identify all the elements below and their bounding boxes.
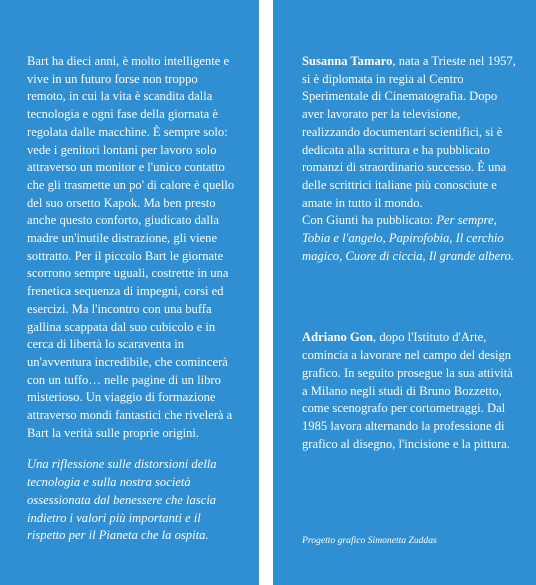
bibliography <box>302 212 516 265</box>
tagline: Una riflessione sulle distorsioni della tecnologia e sulla nostra società ossessionata dal benessere che lascia indietro i valori più importanti e il rispetto per il Pianeta che la ospita. <box>27 457 217 543</box>
author-bio: , nata a Trieste nel 1957, si è diplomata in regia al Centro Sperimentale di Cinematografia. Dopo aver lavorato per la televisione, realizzando documentari scientifici, si è dedicata alla scrittura e ha pubblicato romanzi di straordinario successo. È una delle scrittrici italiane più conosciute e amate in tutto il mondo. <box>302 54 516 210</box>
synopsis: Bart ha dieci anni, è molto intelligente e vive in un futuro forse non troppo remoto, in cui la vita è scandita dalla tecnologia e ogni fase della giornata è regolata dalle macchine. È sempre solo: vede i genitori lontani per lavoro solo attraverso un monitor e l'unico contatto che gli trasmette un po' di calore è quello del suo orsetto Kapok. Ma ben presto anche questo conforto, giudicato dalla madre un'inutile distrazione, gli viene sottratto. Per il piccolo Bart le giornate scorrono sempre uguali, costrette in una frenetica sequenza di impegni, corsi ed esercizi. Ma l'incontro con una buffa gallina scappata dal suo cubicolo e in cerca di libertà lo scaraventa in un'avventura incredibile, che comincerà con un tuffo… nelle pagine di un libro misterioso. Un viaggio di formazione attraverso mondi fantastici che rivelerà a Bart la verità sulle proprie origini. <box>27 54 235 440</box>
bibliography-titles: Per sempre, Tobia e l'angelo, Papirofobia, Il cerchio magico, Cuore di ciccia, Il grande albero. <box>302 213 515 263</box>
author-name: Susanna Tamaro <box>302 54 393 68</box>
illustrator-bio-paragraph <box>302 329 516 453</box>
author-bio-paragraph <box>302 53 516 212</box>
illustrator-bio: , dopo l'Istituto d'Arte, comincia a lavorare nel campo del design grafico. In seguito prosegue la sua attività a Milano negli studi di Bruno Bozzetto, come scenografo per cortometraggi. Dal 1985 lavora alternando la professione di grafico al disegno, l'incisione e la pittura. <box>302 330 513 451</box>
left-flap <box>0 0 259 585</box>
bibliography-intro: Con Giunti ha pubblicato: <box>302 213 437 228</box>
illustrator-name: Adriano Gon <box>302 330 374 345</box>
design-credit: Progetto grafico Simonetta Zuddas <box>302 535 437 546</box>
right-flap <box>273 0 536 585</box>
